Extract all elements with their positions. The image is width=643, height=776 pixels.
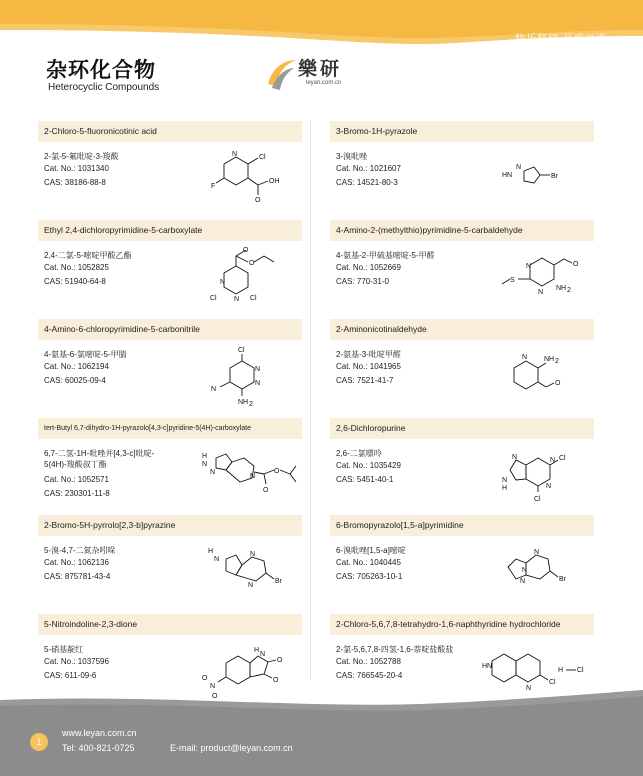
svg-text:O: O — [249, 260, 255, 267]
svg-text:Cl: Cl — [534, 496, 541, 503]
column-divider — [310, 120, 311, 680]
product-name-en: 5-Nitroindoline-2,3-dione — [38, 614, 302, 635]
svg-text:OH: OH — [269, 178, 280, 185]
svg-text:N: N — [248, 582, 254, 589]
footer-email[interactable]: E-mail: product@leyan.com.cn — [170, 743, 293, 753]
product-card — [330, 418, 598, 508]
cas-no: CAS: 14521-80-3 — [336, 178, 398, 187]
molecule-structure-icon — [196, 244, 296, 306]
cat-no: Cat. No.: 1062194 — [44, 362, 109, 371]
product-name-en: 3-Bromo-1H-pyrazole — [330, 121, 594, 142]
svg-text:O: O — [273, 677, 279, 684]
svg-text:O: O — [255, 197, 261, 204]
cas-no: CAS: 766545-20-4 — [336, 671, 403, 680]
svg-text:N: N — [250, 473, 256, 480]
svg-text:NH: NH — [556, 285, 567, 292]
product-name-cn: 4-氨基-6-氯嘧啶-5-甲腈 — [44, 350, 127, 359]
cat-no: Cat. No.: 1021607 — [336, 164, 401, 173]
cat-no: Cat. No.: 1052669 — [336, 263, 401, 272]
svg-text:N: N — [534, 549, 540, 556]
svg-text:N: N — [255, 366, 261, 373]
cas-no: CAS: 611-09-6 — [44, 671, 97, 680]
page-title: 杂环化合物 — [46, 59, 156, 82]
svg-text:H: H — [254, 647, 260, 654]
molecule-structure-icon — [480, 644, 590, 696]
product-name-cn: 2,6-二氯嘌呤 — [336, 449, 382, 458]
product-name-cn: 2-氨基-3-吡啶甲醛 — [336, 350, 401, 359]
svg-text:N: N — [210, 683, 216, 690]
cas-no: CAS: 230301-11-8 — [44, 489, 110, 498]
product-card — [330, 515, 598, 605]
cas-no: CAS: 51940-64-8 — [44, 277, 106, 286]
svg-text:Br: Br — [275, 578, 282, 585]
cat-no: Cat. No.: 1062136 — [44, 558, 109, 567]
product-name-en: 2-Chloro-5-fluoronicotinic acid — [38, 121, 302, 142]
svg-text:N: N — [255, 380, 261, 387]
svg-text:Cl: Cl — [250, 295, 257, 302]
molecule-structure-icon — [498, 343, 578, 407]
svg-text:F: F — [211, 183, 216, 190]
product-name-en: 2-Chloro-5,6,7,8-tetrahydro-1,6-naphthyridine hydrochloride — [330, 614, 594, 635]
svg-text:H: H — [202, 453, 208, 460]
cat-no: Cat. No.: 1035429 — [336, 461, 401, 470]
product-name-en: 2-Bromo-5H-pyrrolo[2,3-b]pyrazine — [38, 515, 302, 536]
molecule-structure-icon — [494, 543, 584, 599]
svg-text:Cl: Cl — [238, 347, 245, 354]
cat-no: Cat. No.: 1052825 — [44, 263, 109, 272]
svg-text:O: O — [274, 468, 280, 475]
svg-text:N: N — [546, 483, 552, 490]
cat-no: Cat. No.: 1031340 — [44, 164, 109, 173]
product-name-en: 4-Amino-6-chloropyrimidine-5-carbonitrile — [38, 319, 302, 340]
molecule-structure-icon — [206, 343, 286, 409]
product-name-cn: 5-溴-4,7-二氮杂吲哚 — [44, 546, 116, 555]
molecule-structure-icon — [480, 244, 590, 304]
svg-text:N: N — [250, 551, 256, 558]
svg-text:O: O — [277, 657, 283, 664]
cat-no: Cat. No.: 1040445 — [336, 558, 401, 567]
svg-text:N: N — [512, 454, 518, 461]
cas-no: CAS: 875781-43-4 — [44, 572, 111, 581]
svg-text:2: 2 — [555, 358, 559, 365]
product-name-en: 6-Bromopyrazolo[1,5-a]pyrimidine — [330, 515, 594, 536]
svg-text:HN: HN — [482, 663, 493, 670]
cas-no: CAS: 705263-10-1 — [336, 572, 403, 581]
svg-text:S: S — [510, 277, 515, 284]
svg-text:H: H — [208, 548, 214, 555]
product-name-cn: 2,4-二氯-5-嘧啶甲酸乙酯 — [44, 251, 132, 260]
product-name-cn-line2: 5(4H)-羧酸叔丁酯 — [44, 460, 107, 469]
svg-text:N: N — [234, 296, 240, 303]
product-name-cn: 5-硝基靛红 — [44, 645, 84, 654]
svg-text:HN: HN — [502, 172, 513, 179]
page-subtitle: Heterocyclic Compounds — [48, 82, 160, 93]
svg-text:2: 2 — [567, 287, 571, 294]
svg-text:N: N — [522, 354, 528, 361]
svg-text:Br: Br — [559, 576, 566, 583]
cas-no: CAS: 60025-09-4 — [44, 376, 106, 385]
product-card — [38, 319, 306, 409]
cat-no: Cat. No.: 1037596 — [44, 657, 109, 666]
product-name-en: tert-Butyl 6,7-dihydro-1H-pyrazolo[4,3-c]pyridine-5(4H)-carboxylate — [38, 418, 302, 439]
svg-text:N: N — [210, 469, 216, 476]
cas-no: CAS: 38186-88-8 — [44, 178, 106, 187]
product-name-cn: 4-氨基-2-甲硫基嘧啶-5-甲醛 — [336, 251, 435, 260]
svg-text:N: N — [526, 263, 532, 270]
svg-text:NH: NH — [544, 356, 555, 363]
product-name-cn: 2-氯-5,6,7,8-四氢-1,6-萘啶盐酸盐 — [336, 645, 454, 654]
svg-text:N: N — [520, 578, 526, 585]
svg-text:N: N — [260, 651, 266, 658]
product-card — [38, 418, 306, 508]
product-name-en: Ethyl 2,4-dichloropyrimidine-5-carboxylate — [38, 220, 302, 241]
cas-no: CAS: 5451-40-1 — [336, 475, 394, 484]
svg-text:Cl: Cl — [259, 154, 266, 161]
svg-text:O: O — [573, 261, 579, 268]
svg-text:Br: Br — [551, 173, 558, 180]
product-name-cn: 3-溴吡唑 — [336, 152, 368, 161]
svg-text:Cl: Cl — [549, 679, 556, 686]
svg-text:N: N — [516, 164, 522, 171]
svg-text:O: O — [263, 487, 269, 494]
product-card — [38, 121, 306, 211]
product-card — [330, 220, 598, 310]
cas-no: CAS: 7521-41-7 — [336, 376, 394, 385]
svg-text:H: H — [502, 485, 508, 492]
molecule-structure-icon — [206, 145, 286, 205]
product-card — [330, 121, 598, 211]
svg-text:N: N — [211, 386, 217, 393]
svg-text:Cl: Cl — [559, 455, 566, 462]
product-name-cn: 6-溴吡唑[1,5-a]嘧啶 — [336, 546, 406, 555]
svg-text:N: N — [214, 556, 220, 563]
product-name-en: 2,6-Dichloropurine — [330, 418, 594, 439]
cat-no: Cat. No.: 1041965 — [336, 362, 401, 371]
cat-no: Cat. No.: 1052788 — [336, 657, 401, 666]
svg-text:N: N — [522, 567, 528, 574]
svg-text:N: N — [502, 477, 508, 484]
product-name-en: 2-Aminonicotinaldehyde — [330, 319, 594, 340]
footer-website[interactable]: www.leyan.com.cn — [62, 728, 137, 738]
svg-text:O: O — [555, 380, 561, 387]
svg-text:N: N — [202, 461, 208, 468]
footer-tel: Tel: 400-821-0725 — [62, 743, 135, 753]
logo-wordmark: 樂研 — [298, 59, 343, 80]
svg-text:NH: NH — [238, 399, 249, 406]
svg-text:O: O — [212, 693, 218, 700]
svg-text:2: 2 — [249, 401, 253, 408]
product-name-cn: 2-氯-5-氟吡啶-3-羧酸 — [44, 152, 119, 161]
svg-text:Cl: Cl — [577, 667, 584, 674]
cat-no: Cat. No.: 1052571 — [44, 475, 109, 484]
cas-no: CAS: 770-31-0 — [336, 277, 389, 286]
svg-text:N: N — [550, 457, 556, 464]
svg-text:N: N — [232, 151, 238, 158]
product-name-cn: 6,7-二氢-1H-吡唑并[4,3-c]吡啶- — [44, 449, 155, 458]
molecule-structure-icon — [494, 448, 584, 504]
slogan: 快乐科研 品质之选 — [515, 34, 607, 45]
svg-text:Cl: Cl — [210, 295, 217, 302]
svg-text:H: H — [558, 667, 564, 674]
logo-url: leyan.com.cn — [306, 80, 342, 86]
product-card — [38, 220, 306, 310]
svg-text:O: O — [243, 247, 249, 254]
molecule-structure-icon — [498, 157, 578, 197]
page-number: 1 — [30, 733, 48, 751]
svg-text:O: O — [202, 675, 208, 682]
molecule-structure-icon — [196, 444, 302, 504]
svg-text:N: N — [220, 279, 226, 286]
svg-text:N: N — [526, 685, 532, 692]
product-name-en: 4-Amino-2-(methylthio)pyrimidine-5-carbaldehyde — [330, 220, 594, 241]
molecule-structure-icon — [206, 543, 296, 599]
product-card — [330, 319, 598, 409]
product-card — [38, 515, 306, 605]
svg-text:N: N — [538, 289, 544, 296]
